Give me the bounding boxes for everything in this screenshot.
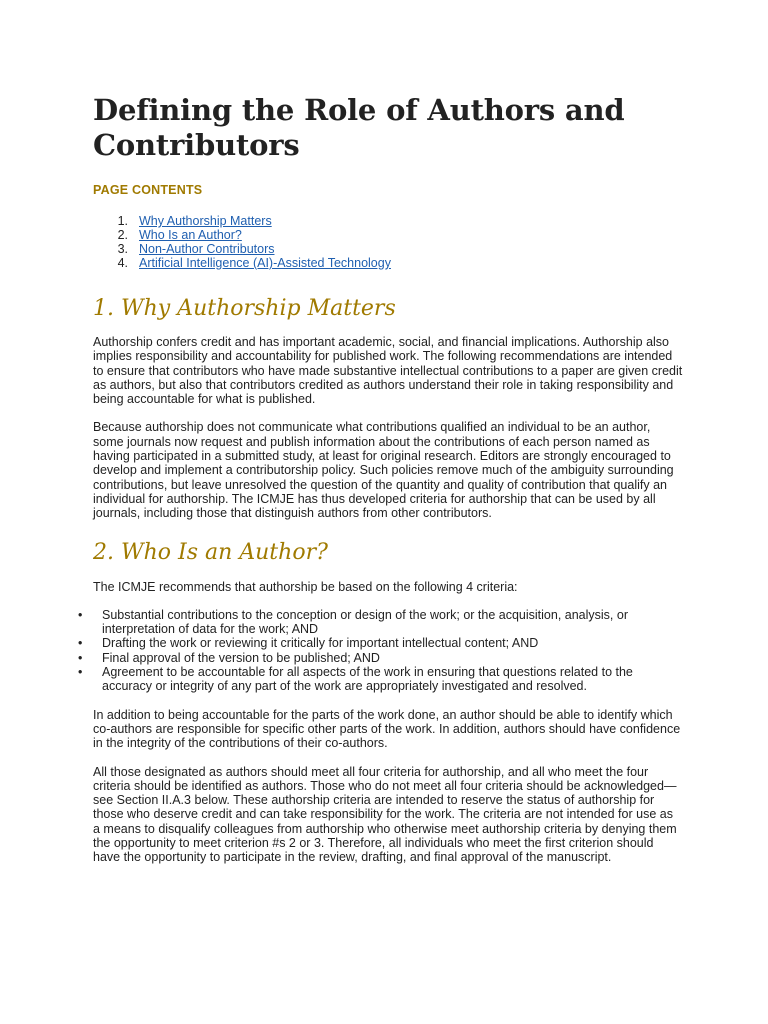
bullet-icon: •: [78, 665, 83, 680]
page-title: Defining the Role of Authors and Contributors: [93, 93, 625, 162]
criterion-text: Final approval of the version to be published; AND: [102, 650, 380, 665]
criterion-text: Drafting the work or reviewing it critically for important intellectual content; AND: [102, 636, 539, 651]
bullet-icon: •: [78, 607, 83, 622]
criterion-text: Substantial contributions to the conception or design of the work; or the acquisition, analysis, or interpretation of data for the work; AND: [102, 607, 628, 637]
bullet-icon: •: [78, 650, 83, 665]
toc-number: 1.: [117, 214, 128, 228]
bullet-icon: •: [78, 636, 83, 651]
toc-link-why-authorship-matters[interactable]: Why Authorship Matters: [139, 214, 272, 228]
toc-link-ai-assisted-technology[interactable]: Artificial Intelligence (AI)-Assisted Technology: [139, 256, 391, 270]
toc-link-non-author-contributors[interactable]: Non-Author Contributors: [139, 242, 275, 256]
section1-paragraph: Because authorship does not communicate what contributions qualified an individual to be an author, some journals now request and publish information about the contributions of each person named as having participated in a submitted study, at least for original research. Editors are strongly encouraged to develop and implement a contributorship policy. Such policies remove much of the ambiguity surrounding contributions, but leave unresolved the question of the quantity and quality of contribution that qualify an individual for authorship. The ICMJE has thus developed criteria for authorship that can be used by all journals, including those that distinguish authors from other contributors.: [93, 420, 674, 521]
list-item: [78, 651, 683, 665]
toc-item: [93, 242, 683, 256]
list-item: [78, 636, 683, 650]
page-contents-heading: PAGE CONTENTS: [93, 183, 203, 197]
toc-item: [93, 228, 683, 242]
section2-paragraph: All those designated as authors should meet all four criteria for authorship, and all who meet the four criteria should be identified as authors. Those who do not meet all four criteria should be acknowledged—see Section II.A.3 below. These authorship criteria are intended to reserve the status of authorship for those who deserve credit and can take responsibility for the work. The criteria are not intended for use as a means to disqualify colleagues from authorship who otherwise meet authorship criteria by denying them the opportunity to meet criterion #s 2 or 3. Therefore, all individuals who meet the first criterion should have the opportunity to participate in the review, drafting, and final approval of the manuscript.: [93, 764, 677, 865]
section2-paragraph: In addition to being accountable for the parts of the work done, an author should be able to identify which co-authors are responsible for specific other parts of the work. In addition, authors should have confidence in the integrity of the contributions of their co-authors.: [93, 707, 681, 751]
toc-item: [93, 214, 683, 228]
toc-number: 3.: [117, 242, 128, 256]
toc-item: [93, 256, 683, 270]
toc-number: 4.: [117, 256, 128, 270]
list-item: [78, 608, 683, 637]
table-of-contents: [93, 214, 683, 270]
criterion-text: Agreement to be accountable for all aspects of the work in ensuring that questions related to the accuracy or integrity of any part of the work are appropriately investigated and resolved.: [102, 665, 633, 694]
toc-number: 2.: [117, 228, 128, 242]
list-item: [78, 665, 683, 694]
toc-link-who-is-an-author[interactable]: Who Is an Author?: [139, 228, 242, 242]
document-page: [78, 93, 683, 865]
section-heading-who-is-an-author: 2. Who Is an Author?: [93, 539, 328, 565]
section2-intro: The ICMJE recommends that authorship be based on the following 4 criteria:: [93, 579, 518, 594]
section-heading-why-authorship-matters: 1. Why Authorship Matters: [93, 296, 396, 321]
section1-paragraph: Authorship confers credit and has important academic, social, and financial implications. Authorship also implies responsibility and accountability for published work. The following recommendations are intended to ensure that contributors who have made substantive intellectual contributions to a paper are given credit as authors, but also that contributors credited as authors understand their role in taking responsibility and being accountable for what is published.: [93, 335, 683, 407]
authorship-criteria-list: [78, 608, 683, 694]
